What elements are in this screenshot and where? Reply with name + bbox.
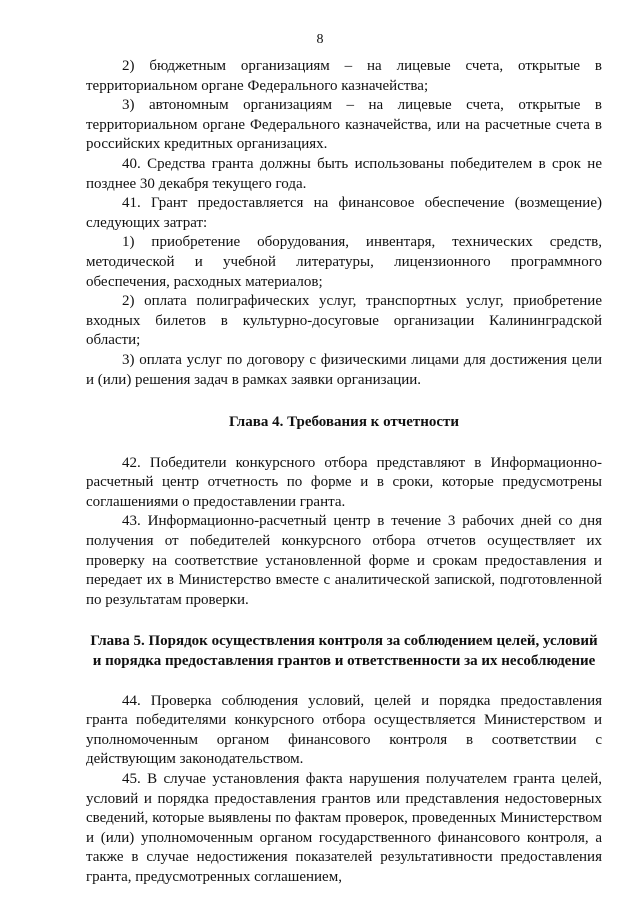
paragraph-43: 43. Информационно-расчетный центр в течение 3 рабочих дней со дня получения от победителей конкурсного отбора отчетов осуществляет их проверку на соответствие установленной форме и срокам предоставления и передает их в Министерство вместе с аналитической запиской, подготовленной по результатам проверки.: [86, 513, 602, 608]
chapter-5-heading: Глава 5. Порядок осуществления контроля за соблюдением целей, условий и порядка предоставления грантов и ответственности за их несоблюдение: [90, 633, 598, 670]
paragraph-45: 45. В случае установления факта нарушения получателем гранта целей, условий и порядка предоставления грантов или представления недостоверных сведений, которые выявлены по фактам проверок, проведенных Министерством и (или) уполномоченным органом государственного финансового контроля, а также в случае недостижения показателей результативности предоставления гранта, предусмотренных соглашением,: [86, 771, 602, 885]
paragraph-41: 41. Грант предоставляется на финансовое обеспечение (возмещение) следующих затрат:: [86, 195, 602, 231]
paragraph-41-item-2: 2) оплата полиграфических услуг, транспортных услуг, приобретение входных билетов в культурно-досуговые организации Калининградской области;: [86, 293, 602, 349]
paragraph-2-budget-orgs: 2) бюджетным организациям – на лицевые счета, открытые в территориальном органе Федерального казначейства;: [86, 58, 602, 94]
paragraph-41-item-3: 3) оплата услуг по договору с физическими лицами для достижения цели и (или) решения задач в рамках заявки организации.: [86, 351, 602, 388]
page-number: 8: [316, 32, 324, 47]
paragraph-40: 40. Средства гранта должны быть использованы победителем в срок не позднее 30 декабря текущего года.: [86, 155, 602, 192]
paragraph-44: 44. Проверка соблюдения условий, целей и порядка предоставления гранта победителями конкурсного отбора осуществляется Министерством и уполномоченным органом финансового контроля в соответствии с действующим законодательством.: [86, 692, 602, 768]
chapter-4-heading: Глава 4. Требования к отчетности: [228, 414, 460, 431]
paragraph-3-autonomous-orgs: 3) автономным организациям – на лицевые счета, открытые в территориальном органе Федерального казначейства, или на расчетные счета в российских кредитных организациях.: [86, 97, 602, 153]
paragraph-41-item-1: 1) приобретение оборудования, инвентаря, технических средств, методической и учебной литературы, лицензионного программного обеспечения, расходных материалов;: [86, 234, 602, 290]
page-content: [86, 57, 602, 888]
paragraph-42: 42. Победители конкурсного отбора представляют в Информационно-расчетный центр отчетность по форме и в сроки, которые предусмотрены соглашениями о предоставлении гранта.: [86, 454, 602, 510]
